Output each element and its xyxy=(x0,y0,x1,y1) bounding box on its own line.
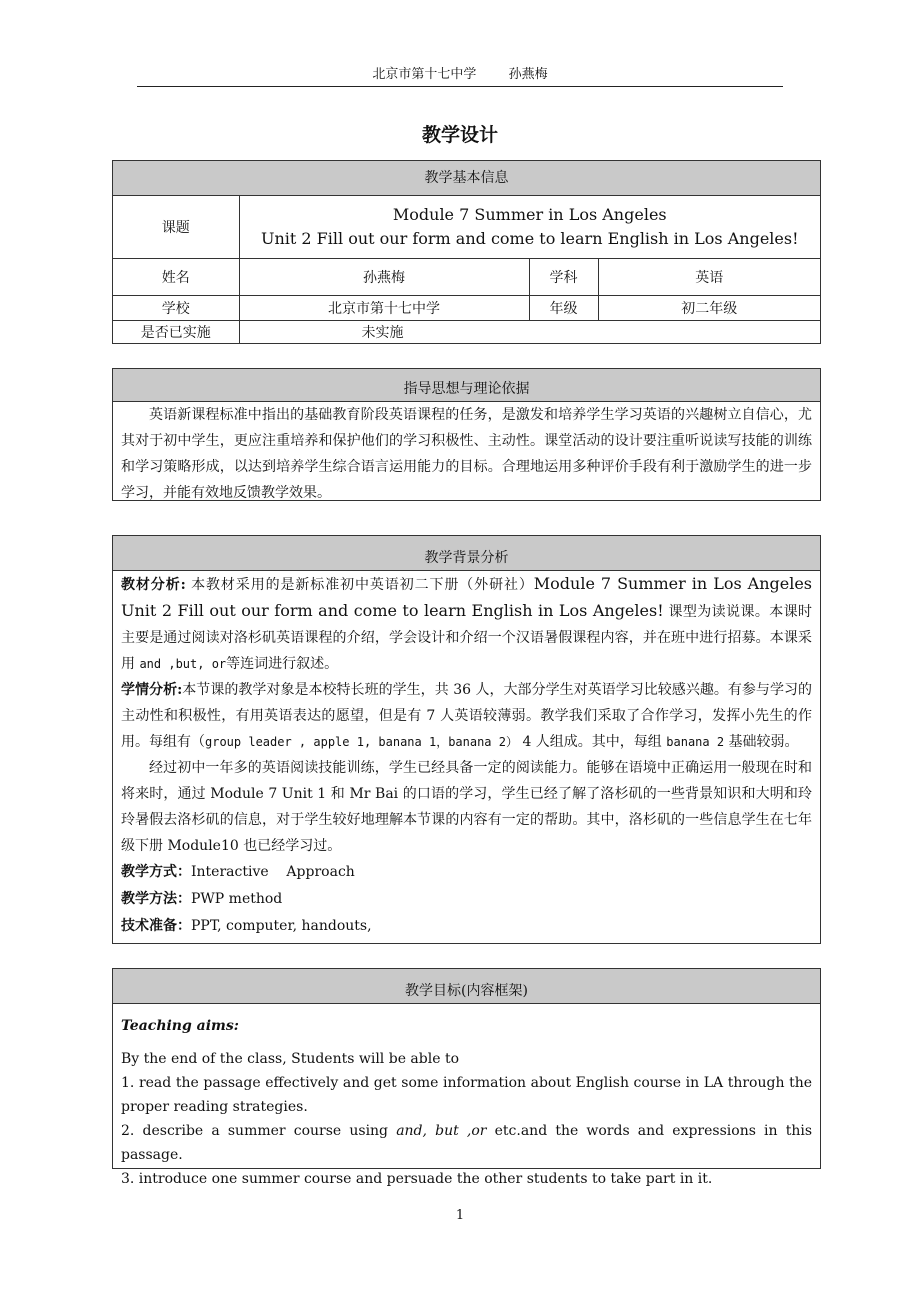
name-label: 姓名 xyxy=(113,258,239,295)
implemented-value: 未实施 xyxy=(239,320,820,343)
page-header xyxy=(137,64,783,86)
grade-value: 初二年级 xyxy=(598,295,820,320)
student-text-1: 本节课的教学对象是本校特长班的学生，共 36 人，大部分学生对英语学习比较感兴趣。有参与学习的主动性和积极性，有用英语表达的愿望，但是有 7 人英语较薄弱。教学我们采取了合作学习，发挥小先生的作用。每组有（ xyxy=(121,682,812,750)
school-value: 北京市第十七中学 xyxy=(239,295,529,320)
guiding-section xyxy=(112,368,821,501)
basic-info-grid xyxy=(113,196,820,343)
aim-item-2-conjunctions: and, but ,or xyxy=(396,1123,487,1139)
subject-label: 学科 xyxy=(529,258,598,295)
name-value: 孙燕梅 xyxy=(239,258,529,295)
aims-label: Teaching aims: xyxy=(121,1018,239,1034)
student-label: 学情分析 xyxy=(121,682,178,698)
material-english: Module 7 Summer in Los Angeles Unit 2 Fill out our form and come to learn English in Los Angeles! xyxy=(121,574,813,620)
guiding-heading: 指导思想与理论依据 xyxy=(113,369,820,402)
basic-info-table xyxy=(112,160,821,344)
reading-background: 经过初中一年多的英语阅读技能训练，学生已经具备一定的阅读能力。能够在语境中正确运用一般现在时和将来时，通过 Module 7 Unit 1 和 Mr Bai 的口语的学习，学生已经了解了洛杉矶的一些背景知识和大明和玲玲暑假去洛杉矶的信息，对于学生较好地理解本节课的内容有一定的帮助。其中，洛杉矶的一些信息学生在七年级下册 Module10 也已经学习过。 xyxy=(121,760,812,854)
material-label: 教材分析 xyxy=(121,577,181,593)
student-text-3: 基础较弱。 xyxy=(728,734,799,750)
topic-line-1: Module 7 Summer in Los Angeles xyxy=(392,204,667,224)
topic-label: 课题 xyxy=(113,196,239,258)
teaching-mode xyxy=(113,859,820,886)
page-number: 1 xyxy=(455,1208,465,1223)
basic-info-heading: 教学基本信息 xyxy=(113,161,820,196)
implemented-label: 是否已实施 xyxy=(113,320,239,343)
subject-value: 英语 xyxy=(598,258,820,295)
student-analysis: 学情分析:本节课的教学对象是本校特长班的学生，共 36 人，大部分学生对英语学习比较感兴趣。有参与学习的主动性和积极性，有用英语表达的愿望，但是有 7 人英语较薄弱。教学我们采取了合作学习，发挥小先生的作用。每组有（group leader , apple 1, banana 1，banana 2） 4 人组成。其中，每组 banana 2 基础较弱。 xyxy=(121,682,812,750)
material-text-3: 等连词进行叙述。 xyxy=(226,656,339,672)
material-text-1: 本教材采用的是新标准初中英语初二下册（外研社） xyxy=(191,577,534,593)
student-banana: banana 2 xyxy=(666,735,725,749)
mode-label: 教学方式： xyxy=(121,864,191,880)
aim-item-1: 1. read the passage effectively and get some information about English course in LA through the proper reading strategies. xyxy=(121,1075,812,1115)
objectives-heading: 教学目标(内容框架) xyxy=(113,969,820,1004)
teaching-method xyxy=(113,886,820,913)
topic-line-2: Unit 2 Fill out our form and come to learn English in Los Angeles! xyxy=(260,228,799,248)
topic-value xyxy=(239,196,820,258)
objectives-body xyxy=(113,1004,820,1191)
objectives-section xyxy=(112,968,821,1187)
material-text-2: 课型为读说课。本课时主要是通过阅读对洛杉矶英语课程的介绍，学会设计和介绍一个汉语暑假课程内容，并在班中进行招募。本课采用 xyxy=(121,604,813,672)
aim-item-2-post: etc.and the words and expressions in this passage. xyxy=(121,1123,813,1163)
tech-value: PPT, computer, handouts, xyxy=(191,918,372,934)
aims-intro: By the end of the class, Students will be able to xyxy=(121,1051,460,1067)
tech-preparation xyxy=(113,913,820,940)
grade-label: 年级 xyxy=(529,295,598,320)
student-group: group leader , apple 1, banana 1，banana 2） xyxy=(205,735,518,749)
school-label: 学校 xyxy=(113,295,239,320)
material-conjunctions: and ,but, or xyxy=(139,657,227,671)
tech-label: 技术准备： xyxy=(121,918,191,934)
background-heading: 教学背景分析 xyxy=(113,536,820,571)
material-analysis: 教材分析: 本教材采用的是新标准初中英语初二下册（外研社）Module 7 Summer in Los Angeles Unit 2 Fill out our form and come to learn English in Los Angeles! 课型为读说课。本课时主要是通过阅读对洛杉矶英语课程的介绍，学会设计和介绍一个汉语暑假课程内容，并在班中进行招募。本课采用 and ,but, or等连词进行叙述。 xyxy=(121,574,813,672)
header-rule xyxy=(137,86,783,87)
aim-item-3: 3. introduce one summer course and persuade the other students to take part in it. xyxy=(121,1171,713,1187)
aim-item-2 xyxy=(121,1119,812,1167)
document-title: 教学设计 xyxy=(421,124,498,146)
header-school: 北京市第十七中学 xyxy=(372,67,477,82)
student-text-2: 4 人组成。其中，每组 xyxy=(522,734,662,750)
mode-value: Interactive Approach xyxy=(191,864,355,880)
aim-item-2-pre: 2. describe a summer course using xyxy=(121,1123,397,1139)
header-author: 孙燕梅 xyxy=(508,67,548,82)
method-label: 教学方法： xyxy=(121,891,191,907)
background-section xyxy=(112,535,821,944)
method-value: PWP method xyxy=(191,891,283,907)
guiding-text: 英语新课程标准中指出的基础教育阶段英语课程的任务，是激发和培养学生学习英语的兴趣树立自信心，尤其对于初中学生，更应注重培养和保护他们的学习积极性、主动性。课堂活动的设计要注重听说读写技能的训练和学习策略形成，以达到培养学生综合语言运用能力的目标。合理地运用多种评价手段有利于激励学生的进一步学习，并能有效地反馈教学效果。 xyxy=(121,407,812,501)
